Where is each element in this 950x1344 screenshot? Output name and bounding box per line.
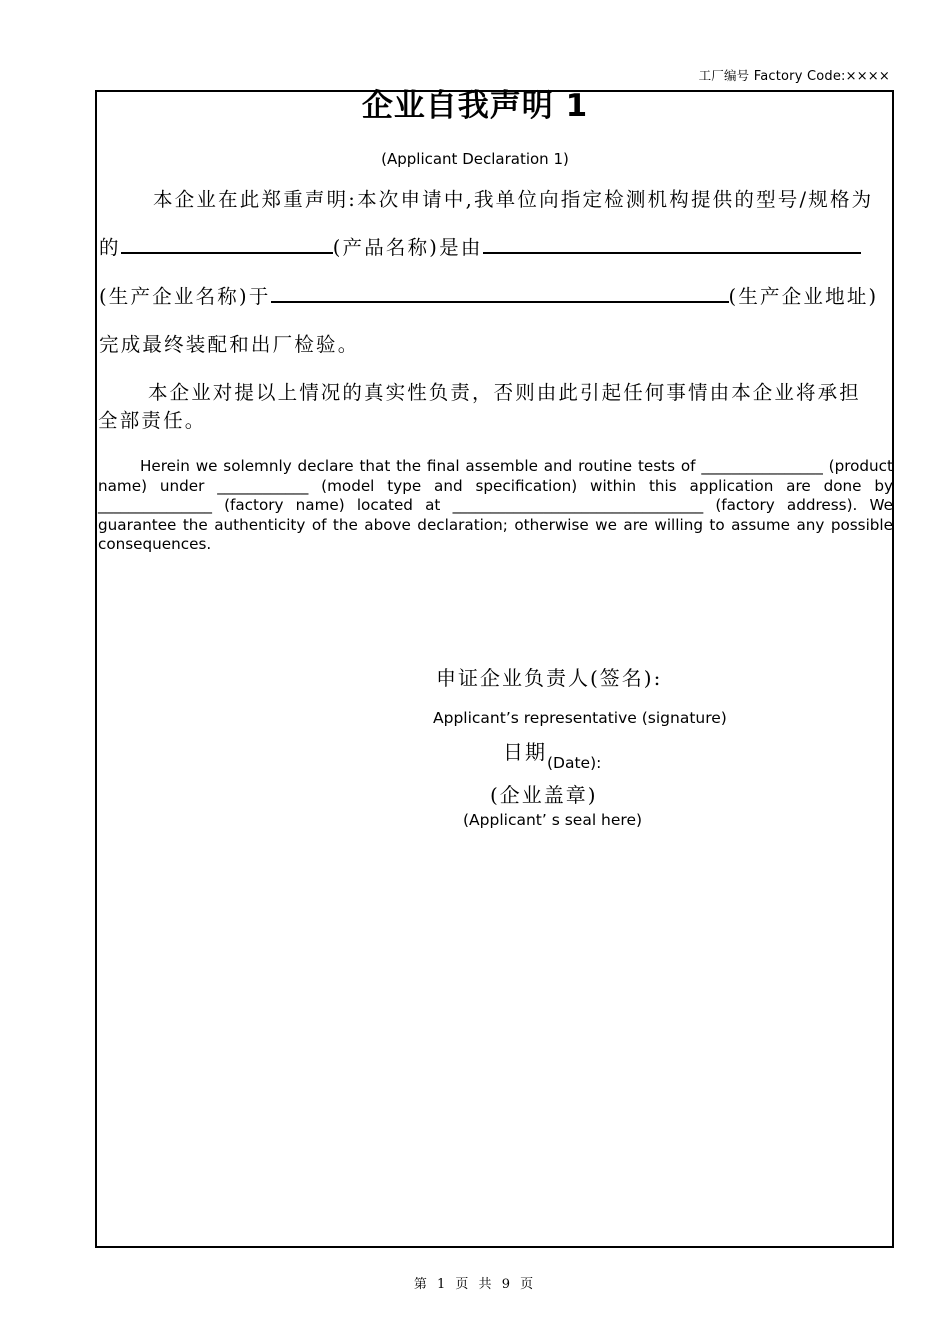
date-label xyxy=(503,736,602,772)
factory-code-en: Factory Code:×××× xyxy=(753,69,890,84)
representative-label-cn: 申证企业负责人(签名): xyxy=(436,666,663,690)
cn-declaration-line-2 xyxy=(99,232,861,260)
factory-address-blank[interactable] xyxy=(271,283,729,303)
cn-declaration-line-1: 本企业在此郑重声明:本次申请中,我单位向指定检测机构提供的型号/规格为 xyxy=(153,188,874,211)
cn-line3-suffix: (生产企业地址) xyxy=(728,285,879,308)
cn-responsibility-line-2: 全部责任。 xyxy=(98,409,207,432)
cn-line2-mid: (产品名称)是由 xyxy=(332,236,483,259)
date-label-en: (Date): xyxy=(547,754,602,772)
page-title: 企业自我声明 1 xyxy=(361,88,589,124)
en-declaration xyxy=(98,457,893,555)
manufacturer-name-blank[interactable] xyxy=(483,234,861,254)
page-subtitle: (Applicant Declaration 1) xyxy=(381,150,569,168)
seal-label-en: (Applicant’ s seal here) xyxy=(463,811,643,829)
cn-responsibility-line-1: 本企业对提以上情况的真实性负责，否则由此引起任何事情由本企业将承担 xyxy=(148,381,861,404)
cn-line2-prefix: 的 xyxy=(99,236,121,259)
en-declaration-text: Herein we solemnly declare that the final assemble and routine tests of ________________ (product name) under ____________ (model type and specification) within this application are done by _______________ (factory name) located at _________________________________ (factory address). We guarantee the authenticity of the above declaration; otherwise we are willing to assume any possible consequences. xyxy=(98,457,893,553)
page-footer: 第 1 页 共 9 页 xyxy=(413,1277,537,1292)
cn-declaration-line-4: 完成最终装配和出厂检验。 xyxy=(99,333,360,356)
factory-code-cn: 工厂编号 xyxy=(698,68,750,83)
seal-label-cn: (企业盖章) xyxy=(490,783,598,807)
product-name-blank[interactable] xyxy=(121,234,333,254)
date-label-cn: 日期 xyxy=(503,740,547,764)
cn-declaration-line-3 xyxy=(99,281,878,309)
representative-label-en: Applicant’s representative (signature) xyxy=(433,709,727,727)
cn-line3-prefix: (生产企业名称)于 xyxy=(99,285,271,308)
